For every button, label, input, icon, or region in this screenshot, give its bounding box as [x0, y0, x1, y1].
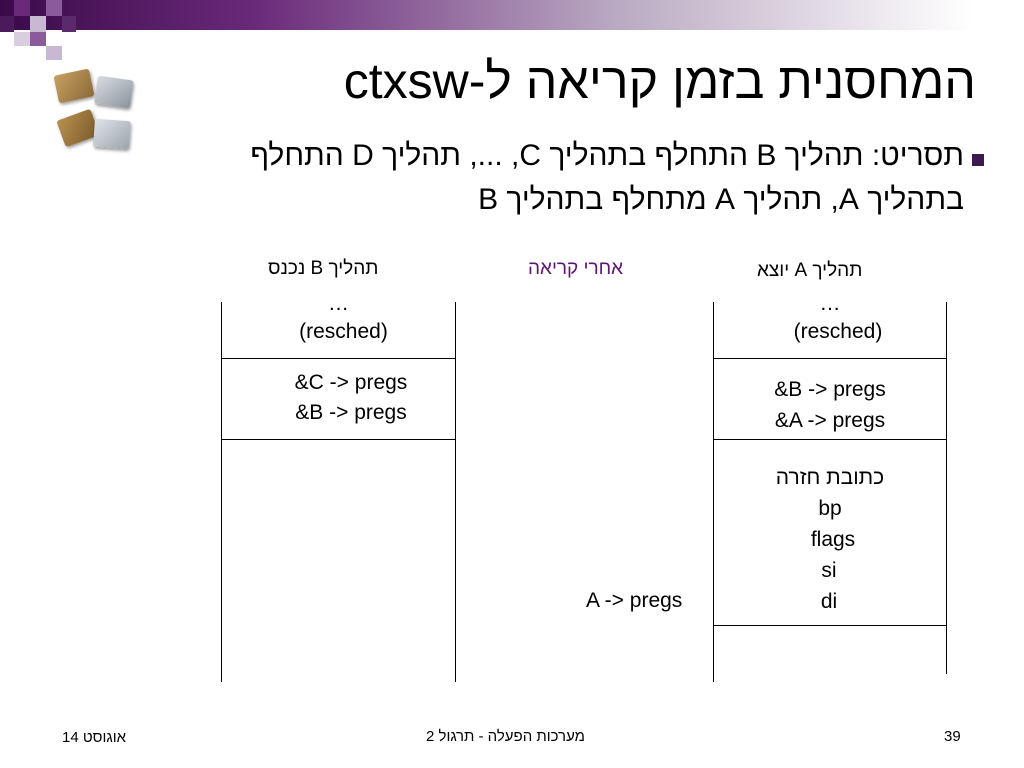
- stack-a-si: si: [821, 559, 837, 582]
- header-process-b-enters: תהליך B נכנס: [268, 258, 379, 279]
- footer-course: מערכות הפעלה - תרגול 2: [426, 728, 585, 745]
- cpu-chips-icon: [50, 66, 140, 156]
- header-after-call: אחרי קריאה: [528, 258, 624, 279]
- stack-a-bp: bp: [818, 497, 842, 520]
- header-process-a-exits: תהליך A יוצא: [757, 260, 863, 281]
- footer-page-number: 39: [944, 728, 961, 745]
- stack-a-resched: (resched): [793, 320, 883, 343]
- mid-pregs-label: A -> pregs: [586, 589, 683, 612]
- stack-a-return-address: כתובת חזרה: [775, 466, 885, 489]
- stack-a-pregs-b: &B -> pregs: [774, 378, 886, 401]
- stack-b-resched: (resched): [299, 320, 388, 343]
- stack-a-pregs-a: &A -> pregs: [774, 409, 886, 432]
- scenario-bullet: תסריט: תהליך B התחלף בתהליך C, ..., תהליך D התחלף בתהליך A, תהליך A מתחלף בתהליך B: [250, 139, 964, 216]
- bullet-square-icon: [972, 154, 984, 166]
- stack-b-pregs-c: &C -> pregs: [294, 371, 408, 394]
- stack-a-di: di: [820, 590, 838, 613]
- stack-a-flags: flags: [810, 528, 856, 551]
- stack-a-ellipsis: …: [819, 292, 841, 315]
- footer-date: אוגוסט 14: [62, 729, 127, 746]
- header-band: [0, 0, 1024, 30]
- stack-b-ellipsis: …: [328, 292, 349, 315]
- slide-title: המחסנית בזמן קריאה ל-ctxsw: [343, 53, 976, 109]
- stack-b-pregs-b: &B -> pregs: [295, 401, 407, 424]
